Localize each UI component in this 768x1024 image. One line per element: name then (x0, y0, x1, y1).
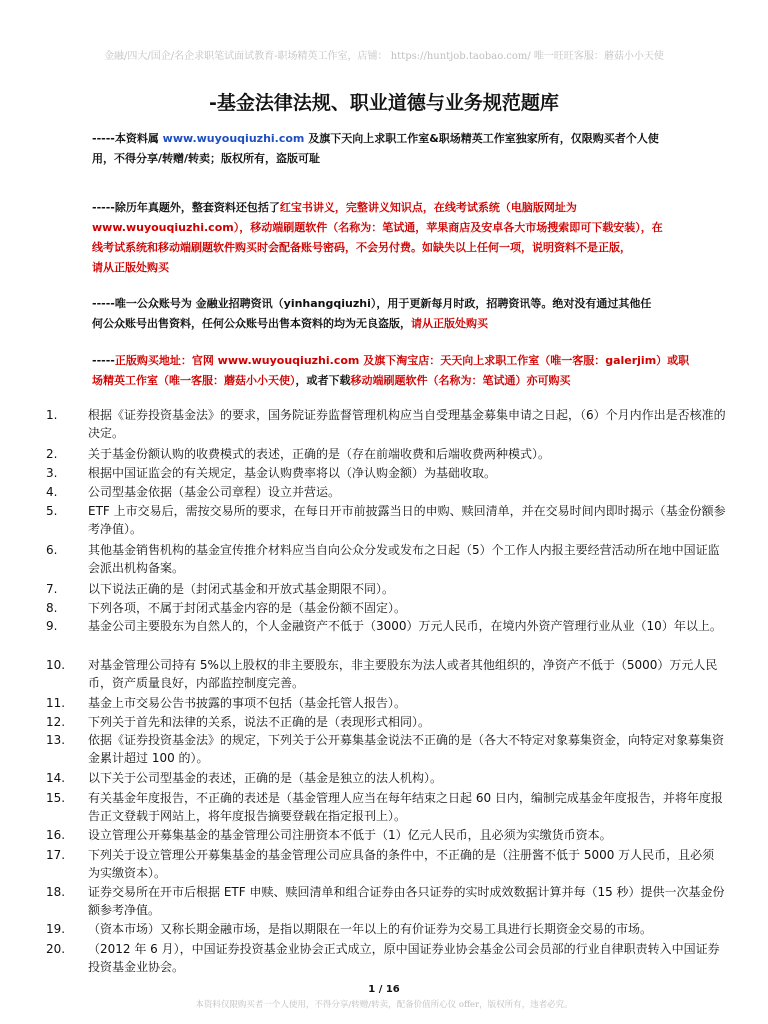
question-item (46, 502, 726, 538)
question-item (46, 789, 726, 825)
question-number: 9. (46, 619, 58, 633)
question-number: 15. (46, 791, 66, 805)
question-text: 对基金管理公司持有 5%以上股权的非主要股东，非主要股东为法人或者其他组织的，净资产不低于（5000）万元人民币，资产质量良好，内部监控制度完善。 (88, 658, 718, 690)
question-item (46, 920, 726, 938)
question-item (46, 464, 726, 482)
question-number: 3. (46, 466, 58, 480)
question-text: 有关基金年度报告，不正确的表述是（基金管理人应当在每年结束之日起 60 日内，编制完成基金年度报告，并将年度报告正文登载于网站上，将年度报告摘要登载在指定报刊上）。 (88, 791, 723, 823)
question-item (46, 483, 726, 501)
notice1-text-c: 及旗下天向上求职工作室&职场精英工作室独家所有，仅限购买者个人使 (304, 132, 659, 145)
website-link[interactable]: www.wuyouqiuzhi.com (162, 132, 305, 145)
question-text: 根据《证券投资基金法》的要求，国务院证券监督管理机构应当自受理基金募集申请之日起，（6）个月内作出是否核准的决定。 (88, 408, 726, 440)
question-item (46, 883, 726, 919)
question-item (46, 731, 726, 767)
question-item (46, 580, 726, 598)
question-text: （资本市场）又称长期金融市场，是指以期限在一年以上的有价证券为交易工具进行长期资金交易的市场。 (88, 922, 653, 936)
question-number: 13. (46, 733, 66, 747)
question-number: 19. (46, 922, 66, 936)
question-item (46, 445, 726, 463)
public-account-notice (92, 294, 682, 334)
notice2-line2: www.wuyouqiuzhi.com），移动端刷题软件（名称为：笔试通，苹果商店及安卓各大市场搜索即可下载安装），在 (92, 221, 663, 234)
question-text: 以下关于公司型基金的表述，正确的是（基金是独立的法人机构）。 (88, 771, 443, 785)
notice3-text-b: 请从正版处购买 (411, 317, 488, 330)
notice4-text-a: ----- (92, 354, 115, 367)
question-number: 8. (46, 601, 58, 615)
question-text: 设立管理公开募集基金的基金管理公司注册资本不低于（1）亿元人民币，且必须为实缴货币资本。 (88, 828, 612, 842)
notice2-line4: 请从正版处购买 (92, 261, 169, 274)
notice2-line3: 线考试系统和移动端刷题软件购买时会配备账号密码，不会另付费。如缺失以上任何一项，说明资料不是正版， (92, 241, 631, 254)
question-item (46, 599, 726, 617)
purchase-notice (92, 351, 690, 391)
notice1-line2: 用，不得分享/转赠/转卖；版权所有，盗版可耻 (92, 152, 321, 165)
header-watermark: 金融/四大/国企/名企求职笔试面试教育-职场精英工作室，店铺： https://huntjob.taobao.com/ 唯一旺旺客服：蘑菇小小天使 (104, 51, 664, 62)
question-text: 基金上市交易公告书披露的事项不包括（基金托管人报告）。 (88, 696, 407, 710)
question-number: 12. (46, 715, 66, 729)
question-number: 20. (46, 942, 66, 956)
page-number: 1 / 16 (368, 984, 400, 995)
question-text: （2012 年 6 月），中国证券投资基金业协会正式成立，原中国证券业协会基金公司会员部的行业自律职责转入中国证券投资基金业协会。 (88, 942, 720, 974)
question-text: 下列关于设立管理公开募集基金的基金管理公司应具备的条件中，不正确的是（注册酱不低于 5000 万人民币，且必须为实缴资本）。 (88, 848, 715, 880)
question-text: 下列各项，不属于封闭式基金内容的是（基金份额不固定）。 (88, 601, 407, 615)
notice1-text-a: -----本资料属 (92, 132, 163, 145)
question-number: 7. (46, 582, 58, 596)
question-item (46, 694, 726, 712)
notice4-text-f: ，或者下载 (295, 374, 351, 387)
question-text: 根据中国证监会的有关规定，基金认购费率将以（净认购金额）为基础收取。 (88, 466, 497, 480)
question-number: 16. (46, 828, 66, 842)
question-text: 关于基金份额认购的收费模式的表述，正确的是（存在前端收费和后端收费两种模式）。 (88, 447, 551, 461)
question-item (46, 769, 726, 787)
question-text: 证券交易所在开市后根据 ETF 申赎、赎回清单和组合证券由各只证券的实时成效数据计算并每（15 秒）提供一次基金份额参考净值。 (88, 885, 725, 917)
question-item (46, 713, 726, 731)
notice4-text-g: 移动端刷题软件（名称为：笔试通）亦可购买 (350, 374, 571, 387)
copyright-notice (92, 129, 682, 169)
question-item (46, 656, 726, 692)
notice4-text-b: 正版购买地址：官网 (114, 354, 214, 367)
question-text: 依据《证券投资基金法》的规定，下列关于公开募集基金说法不正确的是（各大不特定对象募集资金，向特定对象募集资金累计超过 100 的）。 (88, 733, 725, 765)
question-item (46, 541, 726, 577)
question-number: 4. (46, 485, 58, 499)
notice4-text-d: 天天向上求职工作室（唯一客服：galerjim）或职 (440, 354, 690, 367)
question-number: 11. (46, 696, 66, 710)
question-number: 6. (46, 543, 58, 557)
question-text: 其他基金销售机构的基金宣传推介材料应当自向公众分发或发布之日起（5）个工作人内报主要经营活动所在地中国证监会派出机构备案。 (88, 543, 720, 575)
question-item (46, 406, 726, 442)
notice2-text-b: 红宝书讲义，完整讲义知识点，在线考试系统（电脑版网址为 (279, 201, 577, 214)
question-number: 5. (46, 504, 58, 518)
question-number: 2. (46, 447, 58, 461)
page-title: -基金法律法规、职业道德与业务规范题库 (209, 92, 559, 114)
question-item (46, 940, 726, 976)
notice4-text-c: www.wuyouqiuzhi.com 及旗下淘宝店： (213, 354, 441, 367)
question-item (46, 846, 726, 882)
question-text: 基金公司主要股东为自然人的，个人金融资产不低于（3000）万元人民币，在境内外资产管理行业从业（10）年以上。 (88, 619, 722, 633)
question-number: 10. (46, 658, 66, 672)
question-text: ETF 上市交易后，需按交易所的要求，在每日开市前披露当日的申购、赎回清单，并在交易时间内即时揭示（基金份额参考净值）。 (88, 504, 726, 536)
question-number: 17. (46, 848, 66, 862)
question-text: 下列关于首先和法律的关系，说法不正确的是（表现形式相同）。 (88, 715, 431, 729)
question-item (46, 617, 726, 635)
question-number: 1. (46, 408, 58, 422)
notice2-text-a: -----除历年真题外，整套资料还包括了 (92, 201, 280, 214)
notice3-text-a: 何公众账号出售资料，任何公众账号出售本资料的均为无良盗版， (92, 317, 411, 330)
question-number: 14. (46, 771, 66, 785)
question-number: 18. (46, 885, 66, 899)
question-item (46, 826, 726, 844)
footer-note: 本资料仅限购买者一个人使用，不得分享/转赠/转卖，配备价值所心仪 offer，版权所有，违者必究。 (195, 1000, 573, 1010)
question-text: 公司型基金依据（基金公司章程）设立并营运。 (88, 485, 341, 499)
notice4-text-e: 场精英工作室（唯一客服：蘑菇小小天使） (92, 374, 296, 387)
notice3-line1: -----唯一公众账号为 金融业招聘资讯（yinhangqiuzhi），用于更新每月时政，招聘资讯等。绝对没有通过其他任 (92, 297, 652, 310)
question-text: 以下说法正确的是（封闭式基金和开放式基金期限不同）。 (88, 582, 395, 596)
contents-notice (92, 198, 682, 278)
